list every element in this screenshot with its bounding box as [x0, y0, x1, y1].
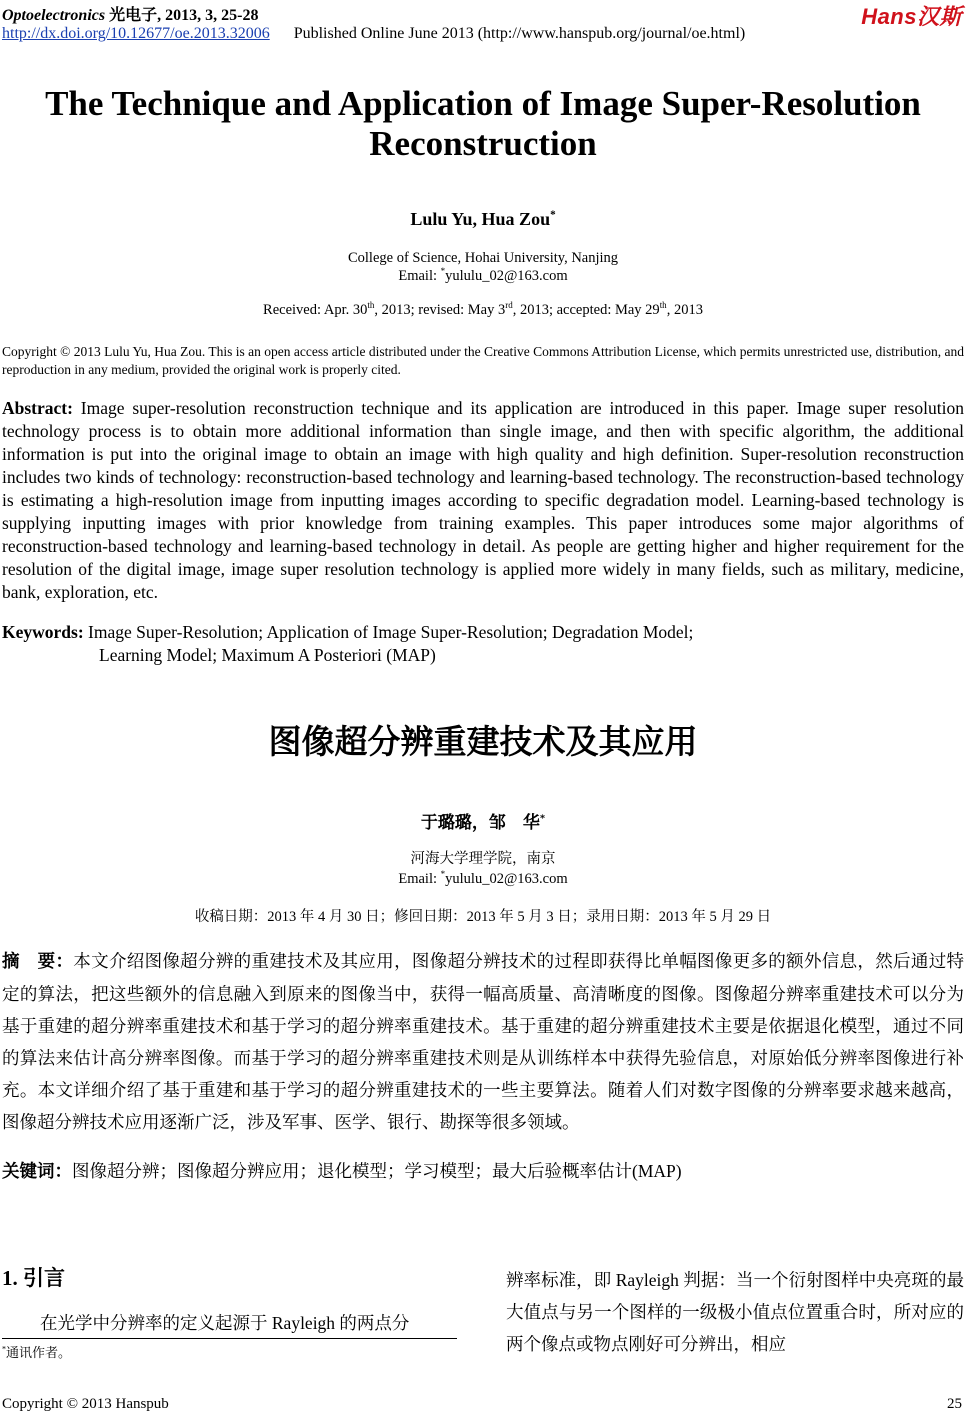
authors-en — [0, 209, 966, 230]
paper-title-cn: 图像超分辨重建技术及其应用 — [268, 722, 698, 761]
keywords-cn-text: 图像超分辨；图像超分辨应用；退化模型；学习模型；最大后验概率估计(MAP) — [72, 1161, 682, 1181]
email-address-cn: yululu_02@163.com — [445, 871, 568, 887]
intro-right-column: 辨率标准，即 Rayleigh 判据：当一个衍射图样中央亮斑的最大值点与另一个图样的一级极小值点位置重合时，所对应的两个像点或物点刚好可分辨出，相应 — [506, 1270, 964, 1354]
hanspub-logo: Hans汉斯 — [861, 4, 962, 29]
accepted-year: , 2013 — [666, 302, 703, 318]
header-links — [2, 25, 745, 43]
published-online: Published Online June 2013 (http://www.hanspub.org/journal/oe.html) — [293, 25, 746, 42]
keywords-en-line2: Learning Model; Maximum A Posteriori (MAP) — [99, 645, 436, 665]
received-dates-cn: 收稿日期：2013 年 4 月 30 日；修回日期：2013 年 5 月 3 日；录用日期：2013 年 5 月 29 日 — [194, 909, 772, 925]
email-address: yululu_02@163.com — [445, 268, 568, 284]
abstract-en-text: Image super-resolution reconstruction technique and its application are introduced in this paper. Image super resolution technology process is to obtain more additional information than single image, and then with specific algorithm, the additional information is put into the original image to obtain an image with high quality and high definition. Super-resolution reconstruction includes two kinds of technology: reconstruction-based technology and learning-based technology. The reconstruction-based technology is estimating a high-resolution image from inputting images according to specific degradation model. Learning-based technology is supplying inputting images with prior knowledge from training examples. This paper introduces some major algorithms of reconstruction-based technology and learning-based technology in detail. As people are getting higher and higher requirement for the resolution of the digital image, image super resolution technology is applied more widely in many fields, such as military, medicine, bank, exploration, etc. — [2, 398, 964, 602]
intro-left-column: 在光学中分辨率的定义起源于 Rayleigh 的两点分 — [40, 1313, 410, 1333]
doi-link[interactable]: http://dx.doi.org/10.12677/oe.2013.32006 — [2, 25, 270, 42]
authors-cn-names: 于璐璐，邹 华 — [420, 813, 540, 832]
received-date: Received: Apr. 30 — [263, 302, 368, 318]
footnote-mark: * — [2, 1344, 7, 1354]
ordinal-suffix: th — [367, 300, 375, 311]
abstract-cn-label: 摘 要： — [2, 952, 74, 972]
affiliation-en-block — [0, 249, 966, 285]
keywords-en-label: Keywords: — [2, 622, 84, 642]
ordinal-suffix: th — [659, 300, 667, 311]
email-mark-cn: * — [440, 869, 446, 880]
page-number: 25 — [947, 1396, 962, 1412]
journal-name-cn: 光电子 — [109, 7, 158, 24]
corresponding-mark: * — [550, 209, 556, 221]
journal-name: Optoelectronics — [2, 7, 106, 24]
email-mark: * — [440, 266, 446, 277]
footer-copyright: Copyright © 2013 Hanspub — [2, 1396, 169, 1412]
keywords-en-line1: Image Super-Resolution; Application of Image Super-Resolution; Degradation Model; — [88, 622, 694, 642]
abstract-cn — [2, 945, 964, 1138]
abstract-en — [2, 397, 964, 604]
affiliation-en: College of Science, Hohai University, Nanjing — [347, 250, 619, 266]
section-title: 引言 — [23, 1266, 65, 1290]
volume-info: , 2013, 3, 25-28 — [157, 7, 259, 24]
accepted-date: , 2013; accepted: May 29 — [512, 302, 660, 318]
journal-header — [2, 2, 258, 25]
keywords-en — [2, 621, 964, 667]
copyright-notice: Copyright © 2013 Lulu Yu, Hua Zou. This is an open access article distributed under the Creative Commons Attribution License, which permits unrestricted use, distribution, and reproduction in any medium, provided the original work is properly cited. — [2, 344, 964, 377]
footnote-rule — [2, 1338, 457, 1339]
revised-date: , 2013; revised: May 3 — [374, 302, 506, 318]
email-label-cn: Email: — [398, 871, 441, 887]
footnote-text: 通讯作者。 — [6, 1345, 72, 1360]
email-en — [0, 267, 966, 285]
email-cn — [0, 869, 966, 889]
email-label: Email: — [398, 268, 441, 284]
section-heading-introduction — [2, 1262, 65, 1292]
keywords-cn-label: 关键词： — [2, 1162, 72, 1182]
affiliation-cn-block — [0, 849, 966, 889]
paper-title-en: The Technique and Application of Image Super-Resolution Reconstruction — [45, 84, 921, 163]
abstract-en-label: Abstract: — [2, 398, 73, 418]
section-number: 1. — [2, 1266, 18, 1290]
affiliation-cn: 河海大学理学院，南京 — [410, 851, 556, 867]
ordinal-suffix: rd — [505, 300, 513, 311]
authors-en-names: Lulu Yu, Hua Zou — [410, 209, 551, 229]
corresponding-mark-cn: * — [539, 813, 546, 825]
received-dates-en — [0, 302, 966, 319]
footnote — [2, 1342, 71, 1361]
keywords-cn — [2, 1158, 964, 1183]
authors-cn — [0, 808, 966, 833]
abstract-cn-text: 本文介绍图像超分辨的重建技术及其应用，图像超分辨技术的过程即获得比单幅图像更多的额外信息，然后通过特定的算法，把这些额外的信息融入到原来的图像当中，获得一幅高质量、高清晰度的图像。图像超分辨率重建技术可以分为基于重建的超分辨率重建技术和基于学习的超分辨率重建技术。基于重建的超分辨重建技术主要是依据退化模型，通过不同的算法来估计高分辨率图像。而基于学习的超分辨率重建技术则是从训练样本中获得先验信息，对原始低分辨率图像进行补充。本文详细介绍了基于重建和基于学习的超分辨重建技术的一些主要算法。随着人们对数字图像的分辨率要求越来越高，图像超分辨技术应用逐渐广泛，涉及军事、医学、银行、勘探等很多领域。 — [2, 951, 965, 1132]
